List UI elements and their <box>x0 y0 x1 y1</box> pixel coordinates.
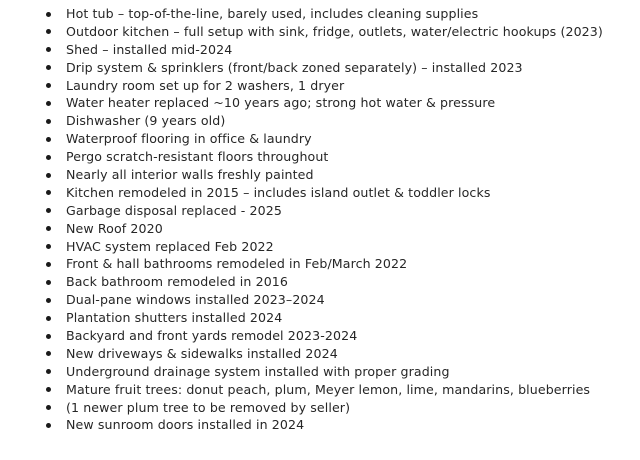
list-item-text: Backyard and front yards remodel 2023-2024 <box>66 328 358 344</box>
bullet-icon <box>46 47 51 52</box>
bullet-icon <box>46 405 51 410</box>
list-item <box>46 23 634 41</box>
list-item-text: Nearly all interior walls freshly painted <box>66 167 314 183</box>
list-item <box>46 166 634 184</box>
bullet-icon <box>46 298 51 303</box>
bullet-icon <box>46 262 51 267</box>
bullet-icon <box>46 173 51 178</box>
list-item-text: New Roof 2020 <box>66 220 163 236</box>
list-item-text: New driveways & sidewalks installed 2024 <box>66 345 338 361</box>
feature-list <box>46 5 634 434</box>
bullet-icon <box>46 83 51 88</box>
list-item-text: Water heater replaced ~10 years ago; strong hot water & pressure <box>66 95 496 111</box>
list-item <box>46 345 634 363</box>
bullet-icon <box>46 29 51 34</box>
bullet-icon <box>46 387 51 392</box>
list-item <box>46 77 634 95</box>
list-item <box>46 238 634 256</box>
list-item <box>46 381 634 399</box>
list-item <box>46 416 634 434</box>
list-item-text: Dishwasher (9 years old) <box>66 113 226 129</box>
list-item-text: Waterproof flooring in office & laundry <box>66 131 312 147</box>
bullet-icon <box>46 351 51 356</box>
list-item-text: Front & hall bathrooms remodeled in Feb/March 2022 <box>66 256 408 272</box>
list-item-text: Back bathroom remodeled in 2016 <box>66 274 289 290</box>
list-item-text: Laundry room set up for 2 washers, 1 dryer <box>66 77 345 93</box>
bullet-icon <box>46 119 51 124</box>
list-item <box>46 59 634 77</box>
list-item <box>46 255 634 273</box>
list-item <box>46 184 634 202</box>
list-item <box>46 309 634 327</box>
list-item-text: Garbage disposal replaced - 2025 <box>66 202 282 218</box>
bullet-icon <box>46 423 51 428</box>
list-item-text: Shed – installed mid-2024 <box>66 41 233 57</box>
list-item <box>46 94 634 112</box>
bullet-icon <box>46 369 51 374</box>
list-item <box>46 327 634 345</box>
list-item-text: Dual-pane windows installed 2023–2024 <box>66 292 325 308</box>
bullet-icon <box>46 101 51 106</box>
bullet-icon <box>46 190 51 195</box>
list-item-text: Drip system & sprinklers (front/back zoned separately) – installed 2023 <box>66 59 523 75</box>
list-item <box>46 41 634 59</box>
list-item-text: Mature fruit trees: donut peach, plum, Meyer lemon, lime, mandarins, blueberries <box>66 381 591 397</box>
list-item-text: (1 newer plum tree to be removed by seller) <box>66 399 351 415</box>
bullet-icon <box>46 280 51 285</box>
list-item-text: Pergo scratch-resistant floors throughout <box>66 149 329 165</box>
list-item <box>46 148 634 166</box>
list-item <box>46 399 634 417</box>
list-item <box>46 273 634 291</box>
list-item-text: Underground drainage system installed with proper grading <box>66 363 450 379</box>
bullet-icon <box>46 12 51 17</box>
list-item <box>46 291 634 309</box>
list-item-text: Plantation shutters installed 2024 <box>66 310 283 326</box>
list-item <box>46 220 634 238</box>
bullet-icon <box>46 155 51 160</box>
list-item-text: New sunroom doors installed in 2024 <box>66 417 305 433</box>
list-item <box>46 112 634 130</box>
list-item-text: Kitchen remodeled in 2015 – includes island outlet & toddler locks <box>66 184 491 200</box>
bullet-icon <box>46 65 51 70</box>
list-item-text: Outdoor kitchen – full setup with sink, fridge, outlets, water/electric hookups (2023) <box>66 23 603 39</box>
list-item-text: Hot tub – top-of-the-line, barely used, includes cleaning supplies <box>66 6 479 21</box>
list-item-text: HVAC system replaced Feb 2022 <box>66 238 274 254</box>
bullet-icon <box>46 244 51 249</box>
list-item <box>46 130 634 148</box>
list-item <box>46 5 634 23</box>
list-item <box>46 202 634 220</box>
bullet-icon <box>46 226 51 231</box>
bullet-icon <box>46 208 51 213</box>
bullet-icon <box>46 334 51 339</box>
bullet-icon <box>46 316 51 321</box>
list-item <box>46 363 634 381</box>
bullet-icon <box>46 137 51 142</box>
